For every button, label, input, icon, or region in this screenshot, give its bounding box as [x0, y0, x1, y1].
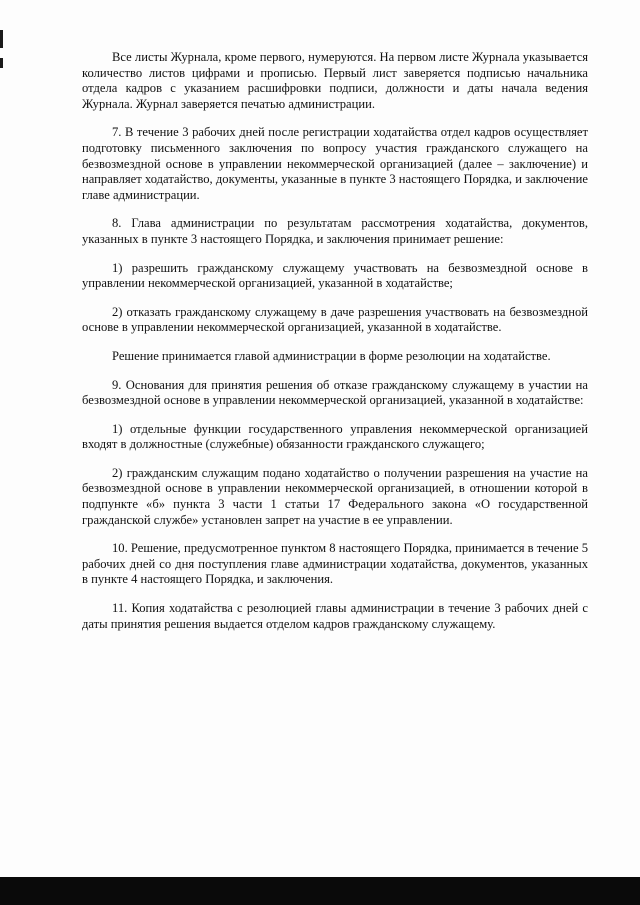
scan-bottom-edge — [0, 877, 640, 905]
paragraph-9: 9. Основания для принятия решения об отказе гражданскому служащему в участии на безвозмездной основе в управлении некоммерческой организацией, указанной в ходатайстве: — [82, 377, 588, 408]
paragraph-resolution-form: Решение принимается главой администрации в форме резолюции на ходатайстве. — [112, 348, 551, 363]
paragraph-9-ground-1: 1) отдельные функции государственного управления некоммерческой организацией входят в должностные (служебные) обязанности гражданского служащего; — [82, 421, 588, 452]
paragraph-8-option-1: 1) разрешить гражданскому служащему участвовать на безвозмездной основе в управлении некоммерческой организацией, указанной в ходатайстве; — [82, 260, 588, 291]
paragraph-7: 7. В течение 3 рабочих дней после регистрации ходатайства отдел кадров осуществляет подготовку письменного заключения по вопросу участия гражданского служащего на безвозмездной основе в управлении некоммерческой организацией (далее – заключение) и направляет ходатайство, документы, указанные в пункте 3 настоящего Порядка, и заключение главе администрации. — [82, 125, 588, 202]
scan-edge-mark — [0, 58, 3, 68]
paragraph-8-option-2: 2) отказать гражданскому служащему в даче разрешения участвовать на безвозмездной основе в управлении некоммерческой организацией, указанной в ходатайстве. — [82, 304, 588, 335]
paragraph-11: 11. Копия ходатайства с резолюцией главы администрации в течение 3 рабочих дней с даты принятия решения выдается отделом кадров гражданскому служащему. — [82, 601, 588, 631]
paragraph-8: 8. Глава администрации по результатам рассмотрения ходатайства, документов, указанных в пункте 3 настоящего Порядка, и заключения принимает решение: — [82, 216, 588, 246]
paragraph-10: 10. Решение, предусмотренное пунктом 8 настоящего Порядка, принимается в течение 5 рабочих дней со дня поступления главе администрации ходатайства, документов, указанных в пункте 4 настоящего Порядка, и заключения. — [82, 541, 588, 587]
paragraph-9-ground-2: 2) гражданским служащим подано ходатайство о получении разрешения на участие на безвозмездной основе в управлении некоммерческой организацией, в отношении которой в подпункте «б» пункта 3 части 1 статьи 17 Федерального закона «О государственной гражданской службе» установлен запрет на участие в ее управлении. — [82, 465, 588, 527]
paragraph-journal-pages: Все листы Журнала, кроме первого, нумеруются. На первом листе Журнала указывается количество листов цифрами и прописью. Первый лист заверяется подписью начальника отдела кадров с указанием расшифровки подписи, должности и даты начала ведения Журнала. Журнал заверяется печатью администрации. — [82, 50, 588, 111]
document-body — [82, 50, 588, 645]
scan-edge-mark — [0, 30, 3, 48]
